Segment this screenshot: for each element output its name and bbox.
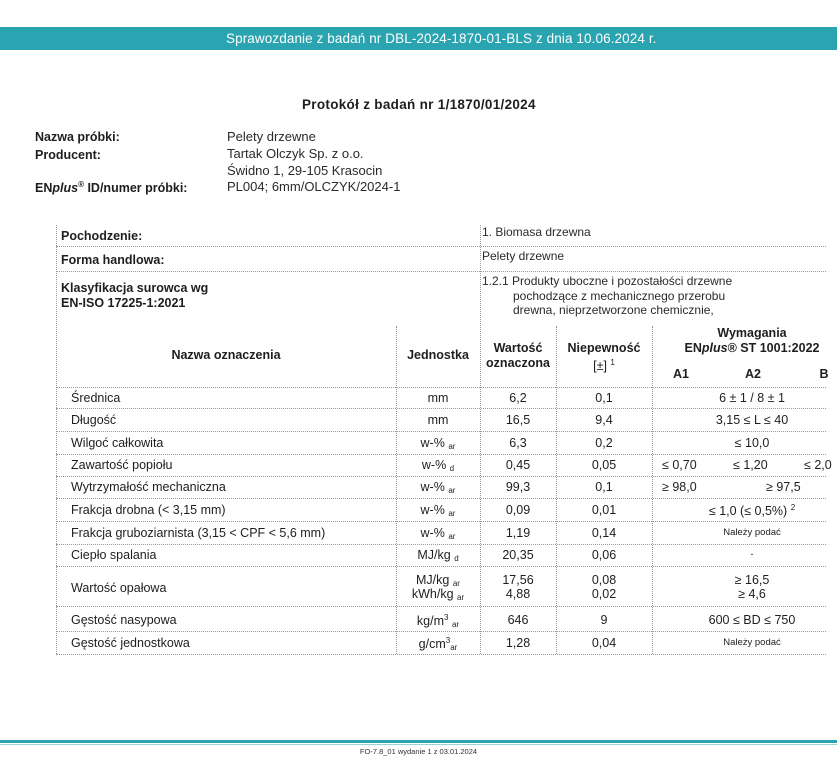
requirement-text: ≤ 1,0 (≤ 0,5%) bbox=[708, 504, 788, 518]
row-uncertainty: 9 bbox=[600, 613, 608, 627]
sample-id-label bbox=[35, 180, 187, 195]
row-name: Długość bbox=[71, 413, 117, 427]
row-unit bbox=[396, 436, 480, 451]
row-uncertainty: 0,04 bbox=[591, 636, 617, 650]
classification-label-line1: Klasyfikacja surowca wg bbox=[61, 281, 209, 295]
sample-name-label: Nazwa próbki: bbox=[35, 130, 120, 144]
brand-prefix: EN bbox=[35, 181, 53, 195]
row-name: Gęstość nasypowa bbox=[71, 613, 177, 627]
header-value bbox=[480, 341, 556, 370]
row-name: Wilgoć całkowita bbox=[71, 436, 164, 450]
unit-subscript: ar bbox=[448, 442, 456, 451]
req-standard: ® ST 1001:2022 bbox=[727, 340, 820, 355]
row-divider bbox=[56, 631, 826, 632]
header-uncertainty-line1: Niepewność bbox=[567, 341, 641, 355]
row-name: Frakcja drobna (< 3,15 mm) bbox=[71, 503, 226, 517]
header-requirements-line1: Wymagania bbox=[717, 326, 787, 340]
row-uncertainty: 0,1 bbox=[595, 391, 613, 405]
header-value-line2: oznaczona bbox=[486, 355, 550, 370]
row-uncertainty: 0,2 bbox=[595, 436, 613, 450]
banner-text: Sprawozdanie z badań nr DBL-2024-1870-01-BLS z dnia 10.06.2024 r. bbox=[226, 31, 657, 46]
row-value: 99,3 bbox=[505, 480, 531, 494]
row-value: 0,45 bbox=[505, 458, 531, 472]
row-unit bbox=[396, 636, 480, 652]
unit-superscript: 3 bbox=[445, 636, 451, 645]
sample-id-label-rest: ID/numer próbki: bbox=[83, 181, 188, 195]
row-requirement-a2b: ≥ 97,5 bbox=[766, 480, 801, 494]
row-name: Frakcja gruboziarnista (3,15 < CPF < 5,6 mm) bbox=[71, 526, 326, 540]
row-unit bbox=[396, 548, 480, 563]
row-requirement: ≤ 10,0 bbox=[734, 436, 770, 450]
producer-label: Producent: bbox=[35, 148, 101, 162]
row-value: 1,19 bbox=[505, 526, 531, 540]
header-class-a2: A2 bbox=[745, 367, 761, 381]
row-unit bbox=[396, 613, 480, 629]
unit-text: w-% bbox=[421, 458, 447, 472]
unit-text: w-% bbox=[420, 503, 445, 517]
header-class-a1: A1 bbox=[673, 367, 689, 381]
row-requirement: 3,15 ≤ L ≤ 40 bbox=[715, 413, 789, 427]
row-unit bbox=[396, 526, 480, 541]
unit-text: MJ/kg bbox=[416, 573, 450, 587]
row-name: Średnica bbox=[71, 391, 121, 405]
row-requirement-b: ≤ 2,0 bbox=[804, 458, 832, 472]
table-bottom-line bbox=[56, 654, 826, 655]
row-value: 646 bbox=[507, 613, 529, 627]
row-uncertainty-secondary: 0,02 bbox=[591, 587, 617, 601]
row-unit: mm bbox=[427, 413, 449, 427]
classification-label bbox=[61, 281, 208, 311]
req-brand-prefix: EN bbox=[684, 340, 702, 355]
row-requirement: Należy podać bbox=[723, 527, 781, 538]
row-unit bbox=[396, 573, 480, 588]
footer-rule bbox=[0, 740, 837, 743]
unit-subscript: ar bbox=[452, 579, 460, 588]
unit-subscript: ar bbox=[450, 643, 458, 652]
row-unit bbox=[396, 458, 480, 473]
unit-subscript: d bbox=[449, 464, 455, 473]
classification-label-line2: EN-ISO 17225-1:2021 bbox=[61, 296, 186, 310]
classification-value-line3: drewna, nieprzetworzone chemicznie, bbox=[513, 303, 714, 317]
row-uncertainty: 0,08 bbox=[591, 573, 617, 587]
unit-text: kWh/kg bbox=[411, 587, 454, 601]
table-left-border bbox=[56, 225, 57, 654]
row-requirement: ≥ 16,5 bbox=[734, 573, 770, 587]
row-uncertainty: 0,01 bbox=[591, 503, 617, 517]
sample-id-value: PL004; 6mm/OLCZYK/2024-1 bbox=[227, 179, 401, 194]
row-requirement: Należy podać bbox=[723, 637, 781, 648]
unit-text: g/cm bbox=[418, 637, 446, 651]
row-unit: mm bbox=[427, 391, 449, 405]
origin-value: 1. Biomasa drzewna bbox=[482, 225, 591, 239]
column-divider bbox=[652, 326, 653, 654]
classification-value bbox=[482, 274, 732, 318]
row-requirement-a2: ≤ 1,20 bbox=[733, 458, 768, 472]
row-divider bbox=[56, 606, 826, 607]
row-unit bbox=[396, 480, 480, 495]
row-value: 6,2 bbox=[509, 391, 527, 405]
unit-text: w-% bbox=[420, 480, 445, 494]
row-divider bbox=[56, 521, 826, 522]
unit-text: MJ/kg bbox=[417, 548, 451, 562]
sample-name-value: Pelety drzewne bbox=[227, 129, 316, 144]
classification-value-line2: pochodzące z mechanicznego przerobu bbox=[513, 288, 726, 303]
footnote-2: 2 bbox=[790, 503, 796, 512]
row-uncertainty: 0,14 bbox=[591, 526, 617, 540]
row-name: Ciepło spalania bbox=[71, 548, 157, 562]
header-unit: Jednostka bbox=[407, 348, 469, 362]
divider bbox=[56, 246, 826, 247]
unit-subscript: ar bbox=[448, 486, 456, 495]
protocol-title: Protokół z badań nr 1/1870/01/2024 bbox=[302, 97, 536, 112]
unit-text: kg/m bbox=[416, 614, 445, 628]
classification-value-line1: 1.2.1 Produkty uboczne i pozostałości drzewne bbox=[482, 274, 733, 288]
unit-subscript: ar bbox=[448, 509, 456, 518]
row-uncertainty: 0,1 bbox=[595, 480, 613, 494]
row-name: Zawartość popiołu bbox=[71, 458, 173, 472]
row-unit bbox=[396, 503, 480, 518]
brand-italic: plus bbox=[52, 181, 79, 195]
row-value-secondary: 4,88 bbox=[505, 587, 531, 601]
row-divider bbox=[56, 408, 826, 409]
row-requirement-a1: ≥ 98,0 bbox=[662, 480, 697, 494]
row-divider bbox=[56, 431, 826, 432]
row-divider bbox=[56, 476, 826, 477]
row-requirement-secondary: ≥ 4,6 bbox=[738, 587, 766, 601]
unit-subscript: ar bbox=[451, 620, 460, 629]
unit-text: w-% bbox=[420, 436, 445, 450]
header-uncertainty bbox=[556, 341, 652, 373]
header-requirements bbox=[660, 326, 837, 355]
form-footer: FO-7.8_01 wydanie 1 z 03.01.2024 bbox=[359, 747, 478, 756]
row-divider bbox=[56, 544, 826, 545]
row-value: 6,3 bbox=[509, 436, 527, 450]
row-divider bbox=[56, 566, 826, 567]
row-uncertainty: 9,4 bbox=[595, 413, 613, 427]
row-requirement-a1: ≤ 0,70 bbox=[662, 458, 697, 472]
footnote-1: 1 bbox=[610, 357, 615, 367]
row-name: Wartość opałowa bbox=[71, 581, 167, 595]
unit-superscript: 3 bbox=[444, 613, 449, 622]
trade-form-value: Pelety drzewne bbox=[482, 249, 565, 263]
unit-subscript: d bbox=[454, 554, 459, 563]
unit-subscript: ar bbox=[457, 593, 465, 602]
row-uncertainty: 0,06 bbox=[591, 548, 617, 562]
row-value: 20,35 bbox=[502, 548, 534, 562]
producer-line1: Tartak Olczyk Sp. z o.o. bbox=[227, 146, 364, 161]
row-value: 17,56 bbox=[502, 573, 534, 587]
footer-rule-thin bbox=[0, 744, 837, 745]
report-banner bbox=[0, 27, 837, 50]
row-divider bbox=[56, 454, 826, 455]
row-uncertainty: 0,05 bbox=[591, 458, 617, 472]
row-name: Gęstość jednostkowa bbox=[71, 636, 190, 650]
producer-line2: Świdno 1, 29-105 Krasocin bbox=[227, 163, 383, 178]
uncertainty-bracket: [±] bbox=[593, 358, 607, 373]
header-requirements-line2 bbox=[660, 341, 837, 356]
header-class-b: B bbox=[819, 367, 829, 381]
row-requirement bbox=[660, 503, 837, 518]
row-unit-secondary bbox=[396, 587, 480, 602]
origin-label: Pochodzenie: bbox=[61, 229, 143, 243]
row-value: 16,5 bbox=[505, 413, 531, 427]
req-brand-italic: plus bbox=[701, 340, 728, 355]
trade-form-label: Forma handlowa: bbox=[61, 253, 165, 267]
registered-mark: ® bbox=[78, 180, 84, 189]
row-value: 0,09 bbox=[505, 503, 531, 517]
row-divider bbox=[56, 498, 826, 499]
unit-text: w-% bbox=[420, 526, 445, 540]
row-requirement: 600 ≤ BD ≤ 750 bbox=[708, 613, 796, 627]
header-name: Nazwa oznaczenia bbox=[171, 348, 281, 362]
header-value-line1: Wartość bbox=[493, 341, 543, 355]
unit-subscript: ar bbox=[448, 532, 456, 541]
table-header-divider bbox=[56, 387, 826, 388]
divider bbox=[56, 271, 826, 272]
row-requirement: - bbox=[750, 549, 754, 560]
header-uncertainty-line2 bbox=[556, 356, 652, 374]
row-value: 1,28 bbox=[505, 636, 531, 650]
row-name: Wytrzymałość mechaniczna bbox=[71, 480, 226, 494]
row-requirement: 6 ± 1 / 8 ± 1 bbox=[719, 391, 785, 405]
